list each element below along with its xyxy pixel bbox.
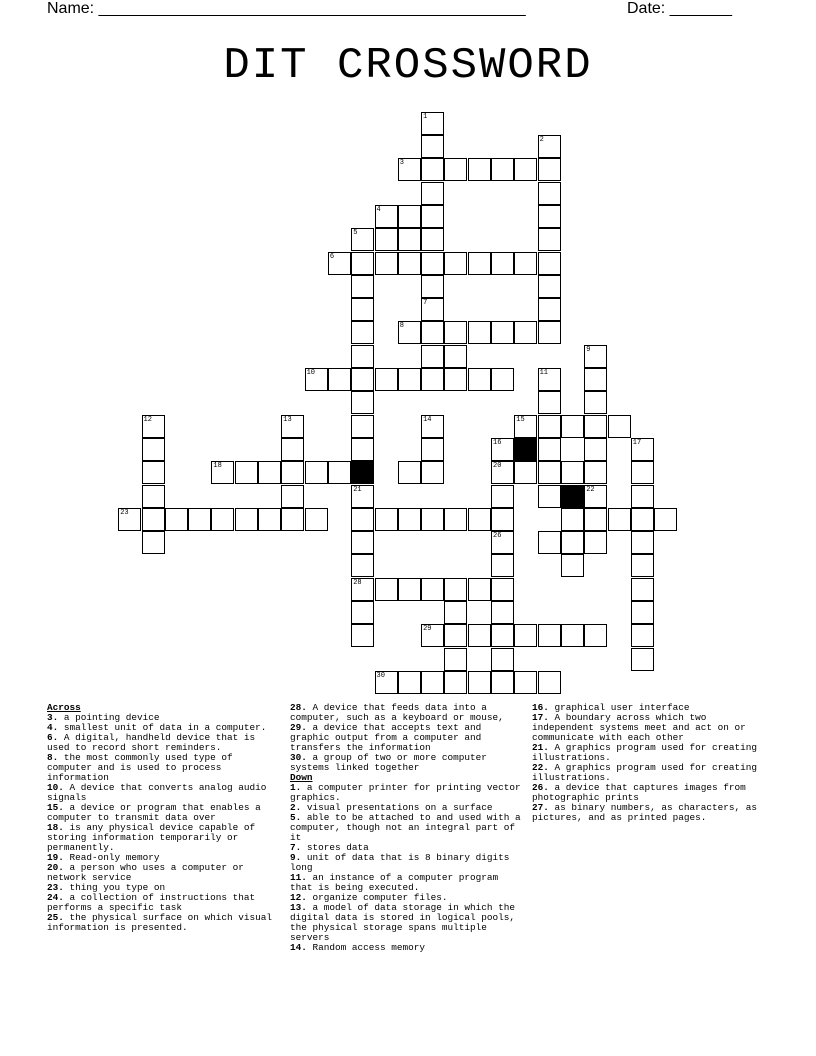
grid-cell[interactable] [281, 415, 304, 438]
grid-cell[interactable] [305, 508, 328, 531]
clue-item-text: smallest unit of data in a computer. [58, 722, 267, 733]
grid-cell[interactable] [654, 508, 677, 531]
grid-cell[interactable] [584, 368, 607, 391]
clue-item-number: 24. [47, 892, 64, 903]
clue-item [47, 913, 283, 933]
grid-cell[interactable] [491, 461, 514, 484]
clue-item-text: a model of data storage in which the digital data is stored in logical pools, the physical storage spans multiple servers [290, 902, 516, 943]
grid-cell[interactable] [351, 252, 374, 275]
clue-item-text: as binary numbers, as characters, as pictures, and as printed pages. [532, 802, 758, 823]
clue-item-text: a device that captures images from photographic prints [532, 782, 746, 803]
clue-item-text: A device that feeds data into a computer, such as a keyboard or mouse, [290, 702, 504, 723]
clue-item-text: an instance of a computer program that is being executed. [290, 872, 499, 893]
grid-cell[interactable] [491, 485, 514, 508]
grid-cell[interactable] [584, 461, 607, 484]
grid-cell[interactable] [258, 461, 281, 484]
clue-item-number: 20. [47, 862, 64, 873]
clue-number: 18 [213, 462, 222, 471]
grid-cell[interactable] [351, 624, 374, 647]
grid-cell[interactable] [421, 508, 444, 531]
grid-cell[interactable] [561, 461, 584, 484]
grid-cell[interactable] [305, 461, 328, 484]
grid-cell[interactable] [538, 624, 561, 647]
grid-cell[interactable] [468, 578, 491, 601]
clue-number: 26 [493, 532, 502, 541]
grid-cell[interactable] [351, 321, 374, 344]
clue-item-number: 5. [290, 812, 302, 823]
section-heading: Down [290, 772, 313, 783]
grid-block [561, 485, 584, 508]
clue-item [47, 753, 283, 783]
grid-cell[interactable] [421, 252, 444, 275]
grid-cell[interactable] [608, 508, 631, 531]
grid-cell[interactable] [538, 391, 561, 414]
grid-cell[interactable] [258, 508, 281, 531]
grid-cell[interactable] [491, 554, 514, 577]
grid-cell[interactable] [398, 205, 421, 228]
grid-cell[interactable] [398, 461, 421, 484]
grid-cell[interactable] [421, 112, 444, 135]
grid-cell[interactable] [398, 671, 421, 694]
grid-cell[interactable] [584, 485, 607, 508]
grid-cell[interactable] [514, 321, 537, 344]
clue-item [47, 823, 283, 853]
grid-cell[interactable] [281, 461, 304, 484]
clue-item-number: 3. [47, 712, 59, 723]
grid-cell[interactable] [584, 438, 607, 461]
grid-cell[interactable] [398, 578, 421, 601]
grid-cell[interactable] [444, 368, 467, 391]
clue-item-text: visual presentations on a surface [301, 802, 493, 813]
clue-item-number: 7. [290, 842, 302, 853]
grid-cell[interactable] [375, 368, 398, 391]
clue-number: 5 [353, 229, 358, 238]
grid-cell[interactable] [561, 554, 584, 577]
grid-cell[interactable] [235, 508, 258, 531]
grid-cell[interactable] [351, 554, 374, 577]
grid-cell[interactable] [491, 321, 514, 344]
grid-cell[interactable] [421, 158, 444, 181]
grid-cell[interactable] [538, 321, 561, 344]
clue-item [290, 943, 526, 953]
grid-cell[interactable] [561, 508, 584, 531]
clue-item-number: 28. [290, 702, 307, 713]
grid-cell[interactable] [631, 648, 654, 671]
grid-cell[interactable] [514, 252, 537, 275]
clue-item-text: a pointing device [58, 712, 160, 723]
clue-item-text: stores data [301, 842, 369, 853]
clue-item-number: 10. [47, 782, 64, 793]
grid-cell[interactable] [561, 531, 584, 554]
grid-cell[interactable] [281, 485, 304, 508]
grid-cell[interactable] [538, 298, 561, 321]
grid-cell[interactable] [142, 485, 165, 508]
grid-cell[interactable] [444, 345, 467, 368]
grid-cell[interactable] [608, 415, 631, 438]
grid-cell[interactable] [444, 671, 467, 694]
clue-column-2 [290, 703, 526, 953]
grid-cell[interactable] [538, 671, 561, 694]
grid-cell[interactable] [468, 671, 491, 694]
grid-cell[interactable] [375, 508, 398, 531]
grid-cell[interactable] [351, 228, 374, 251]
clue-item-number: 23. [47, 882, 64, 893]
grid-cell[interactable] [631, 601, 654, 624]
grid-cell[interactable] [491, 438, 514, 461]
grid-cell[interactable] [561, 624, 584, 647]
clue-number: 21 [353, 485, 362, 494]
grid-cell[interactable] [328, 252, 351, 275]
grid-cell[interactable] [631, 508, 654, 531]
clue-number: 28 [353, 578, 362, 587]
grid-cell[interactable] [584, 415, 607, 438]
grid-cell[interactable] [444, 508, 467, 531]
grid-cell[interactable] [538, 205, 561, 228]
clue-item-text: Read-only memory [63, 852, 160, 863]
grid-cell[interactable] [351, 508, 374, 531]
grid-cell[interactable] [235, 461, 258, 484]
clue-item [290, 903, 526, 943]
clue-item-number: 12. [290, 892, 307, 903]
grid-cell[interactable] [631, 438, 654, 461]
clue-item-text: the physical surface on which visual information is presented. [47, 912, 273, 933]
clue-number: 4 [376, 205, 381, 214]
clue-item [47, 733, 283, 753]
grid-cell[interactable] [468, 158, 491, 181]
clue-item-number: 15. [47, 802, 64, 813]
grid-cell[interactable] [351, 298, 374, 321]
clue-item-number: 13. [290, 902, 307, 913]
grid-cell[interactable] [421, 321, 444, 344]
grid-block [514, 438, 537, 461]
grid-cell[interactable] [421, 345, 444, 368]
grid-cell[interactable] [514, 461, 537, 484]
clue-item-text: able to be attached to and used with a computer, though not an integral part of it [290, 812, 521, 843]
clue-item-number: 9. [290, 852, 302, 863]
grid-cell[interactable] [351, 345, 374, 368]
clue-item-number: 4. [47, 722, 59, 733]
clue-item [290, 783, 526, 803]
clue-item-number: 29. [290, 722, 307, 733]
grid-cell[interactable] [375, 205, 398, 228]
grid-cell[interactable] [538, 158, 561, 181]
grid-cell[interactable] [421, 275, 444, 298]
grid-cell[interactable] [631, 531, 654, 554]
clue-item-number: 19. [47, 852, 64, 863]
grid-cell[interactable] [468, 624, 491, 647]
grid-cell[interactable] [421, 461, 444, 484]
clue-column-3 [532, 703, 768, 823]
clue-item-text: A boundary across which two independent systems meet and act on or communicate with each other [532, 712, 746, 743]
grid-cell[interactable] [351, 391, 374, 414]
clue-item [47, 893, 283, 913]
grid-cell[interactable] [631, 461, 654, 484]
clue-item [532, 803, 768, 823]
grid-cell[interactable] [375, 578, 398, 601]
clue-item-text: graphical user interface [548, 702, 690, 713]
clue-number: 8 [399, 322, 404, 331]
grid-cell[interactable] [561, 415, 584, 438]
grid-cell[interactable] [631, 485, 654, 508]
grid-cell[interactable] [211, 461, 234, 484]
clue-number: 7 [423, 299, 428, 308]
grid-cell[interactable] [421, 182, 444, 205]
section-heading: Across [47, 702, 81, 713]
grid-cell[interactable] [211, 508, 234, 531]
grid-cell[interactable] [468, 368, 491, 391]
clue-item-text: A digital, handheld device that is used to record short reminders. [47, 732, 256, 753]
grid-cell[interactable] [538, 368, 561, 391]
grid-cell[interactable] [584, 624, 607, 647]
grid-cell[interactable] [491, 624, 514, 647]
page-title: DIT CROSSWORD [223, 41, 593, 91]
grid-cell[interactable] [351, 438, 374, 461]
grid-cell[interactable] [468, 508, 491, 531]
clue-item-number: 21. [532, 742, 549, 753]
clue-item-text: thing you type on [63, 882, 166, 893]
clue-number: 11 [539, 369, 548, 377]
grid-cell[interactable] [421, 415, 444, 438]
grid-cell[interactable] [444, 601, 467, 624]
grid-block [351, 461, 374, 484]
grid-cell[interactable] [351, 485, 374, 508]
grid-cell[interactable] [142, 531, 165, 554]
clue-item-text: a collection of instructions that performs a specific task [47, 892, 256, 913]
grid-cell[interactable] [398, 228, 421, 251]
clue-number: 22 [586, 485, 595, 494]
grid-cell[interactable] [421, 298, 444, 321]
grid-cell[interactable] [351, 601, 374, 624]
grid-cell[interactable] [281, 438, 304, 461]
grid-cell[interactable] [538, 461, 561, 484]
clue-item-text: A graphics program used for creating illustrations. [532, 762, 758, 783]
clue-item-number: 1. [290, 782, 302, 793]
grid-cell[interactable] [444, 252, 467, 275]
clue-item [532, 783, 768, 803]
grid-cell[interactable] [584, 345, 607, 368]
grid-cell[interactable] [398, 508, 421, 531]
clue-number: 15 [516, 415, 525, 424]
clue-number: 3 [399, 159, 404, 168]
grid-cell[interactable] [514, 415, 537, 438]
clue-number: 6 [329, 252, 335, 261]
grid-cell[interactable] [398, 368, 421, 391]
grid-cell[interactable] [538, 182, 561, 205]
clue-item-text: unit of data that is 8 binary digits long [290, 852, 510, 873]
clue-number: 10 [306, 369, 315, 377]
clue-number: 12 [143, 415, 152, 424]
clue-item-text: the most commonly used type of computer and is used to process information [47, 752, 233, 783]
grid-cell[interactable] [351, 578, 374, 601]
grid-cell[interactable] [328, 368, 351, 391]
clue-number: 2 [539, 136, 544, 144]
clue-item-text: a computer printer for printing vector graphics. [290, 782, 521, 803]
clue-number: 13 [283, 415, 292, 424]
grid-cell[interactable] [444, 624, 467, 647]
grid-cell[interactable] [375, 671, 398, 694]
clue-item-number: 18. [47, 822, 64, 833]
clue-item-text: is any physical device capable of storing information temporarily or permanently. [47, 822, 256, 853]
grid-cell[interactable] [421, 205, 444, 228]
grid-cell[interactable] [351, 275, 374, 298]
grid-cell[interactable] [351, 415, 374, 438]
grid-cell[interactable] [351, 531, 374, 554]
grid-cell[interactable] [421, 368, 444, 391]
clue-item-number: 6. [47, 732, 59, 743]
grid-cell[interactable] [188, 508, 211, 531]
clue-item-text: organize computer files. [306, 892, 448, 903]
clue-item-text: A device that converts analog audio signals [47, 782, 267, 803]
clue-item [532, 763, 768, 783]
clue-number: 14 [423, 415, 432, 424]
clue-item [290, 703, 526, 723]
grid-cell[interactable] [631, 624, 654, 647]
clue-item-text: a group of two or more computer systems linked together [290, 752, 487, 773]
grid-cell[interactable] [305, 368, 328, 391]
clue-item [532, 713, 768, 743]
clue-item [47, 863, 283, 883]
grid-cell[interactable] [631, 578, 654, 601]
clue-item-number: 22. [532, 762, 549, 773]
grid-cell[interactable] [538, 485, 561, 508]
grid-cell[interactable] [142, 438, 165, 461]
grid-cell[interactable] [142, 415, 165, 438]
clue-item-number: 8. [47, 752, 59, 763]
clue-number: 9 [586, 345, 591, 354]
clue-item-number: 25. [47, 912, 64, 923]
grid-cell[interactable] [491, 531, 514, 554]
grid-cell[interactable] [421, 135, 444, 158]
clue-item-text: a device that accepts text and graphic output from a computer and transfers the information [290, 722, 482, 753]
grid-cell[interactable] [468, 321, 491, 344]
grid-cell[interactable] [398, 158, 421, 181]
grid-cell[interactable] [538, 228, 561, 251]
grid-cell[interactable] [538, 438, 561, 461]
grid-cell[interactable] [444, 321, 467, 344]
grid-cell[interactable] [421, 228, 444, 251]
grid-cell[interactable] [491, 648, 514, 671]
clue-number: 30 [376, 671, 385, 680]
clue-item-number: 27. [532, 802, 549, 813]
grid-cell[interactable] [421, 438, 444, 461]
grid-cell[interactable] [584, 508, 607, 531]
grid-cell[interactable] [421, 671, 444, 694]
grid-cell[interactable] [421, 624, 444, 647]
grid-cell[interactable] [375, 252, 398, 275]
grid-cell[interactable] [514, 671, 537, 694]
grid-cell[interactable] [398, 321, 421, 344]
grid-cell[interactable] [538, 275, 561, 298]
grid-cell[interactable] [444, 158, 467, 181]
grid-cell[interactable] [468, 252, 491, 275]
grid-cell[interactable] [538, 415, 561, 438]
clue-item-number: 11. [290, 872, 307, 883]
grid-cell[interactable] [375, 228, 398, 251]
grid-cell[interactable] [584, 531, 607, 554]
clue-item [290, 723, 526, 753]
grid-cell[interactable] [631, 554, 654, 577]
clue-item [290, 813, 526, 843]
grid-cell[interactable] [142, 461, 165, 484]
clue-item-number: 16. [532, 702, 549, 713]
clue-item-text: Random access memory [306, 942, 426, 953]
clue-item-number: 14. [290, 942, 307, 953]
date-field-label: Date: _______ [627, 0, 732, 17]
grid-cell[interactable] [584, 391, 607, 414]
grid-cell[interactable] [491, 578, 514, 601]
grid-cell[interactable] [165, 508, 188, 531]
clue-item [47, 783, 283, 803]
grid-cell[interactable] [444, 578, 467, 601]
grid-cell[interactable] [514, 624, 537, 647]
grid-cell[interactable] [538, 135, 561, 158]
grid-cell[interactable] [538, 252, 561, 275]
grid-cell[interactable] [538, 531, 561, 554]
grid-cell[interactable] [514, 158, 537, 181]
grid-cell[interactable] [142, 508, 165, 531]
clue-number: 29 [423, 625, 432, 634]
clue-item-number: 30. [290, 752, 307, 763]
name-field-label: Name: ________________________________________________ [47, 0, 526, 17]
clue-number: 1 [423, 112, 428, 121]
grid-cell[interactable] [491, 508, 514, 531]
clue-item-number: 17. [532, 712, 549, 723]
grid-cell[interactable] [118, 508, 141, 531]
clue-item-number: 2. [290, 802, 302, 813]
grid-cell[interactable] [491, 601, 514, 624]
grid-cell[interactable] [281, 508, 304, 531]
clue-item [290, 753, 526, 773]
grid-cell[interactable] [491, 252, 514, 275]
clue-item [532, 743, 768, 763]
clue-column-1 [47, 703, 283, 933]
grid-cell[interactable] [351, 368, 374, 391]
clue-number: 20 [493, 462, 502, 471]
clue-item [47, 803, 283, 823]
clue-number: 17 [632, 438, 642, 447]
clue-item [290, 853, 526, 873]
clue-item-text: a person who uses a computer or network service [47, 862, 244, 883]
clue-item-number: 26. [532, 782, 549, 793]
clue-item [290, 873, 526, 893]
grid-cell[interactable] [328, 461, 351, 484]
clue-number: 23 [120, 508, 129, 517]
grid-cell[interactable] [421, 578, 444, 601]
grid-cell[interactable] [398, 252, 421, 275]
clue-number: 16 [493, 438, 502, 447]
grid-cell[interactable] [444, 648, 467, 671]
grid-cell[interactable] [491, 158, 514, 181]
clue-item-text: A graphics program used for creating illustrations. [532, 742, 758, 763]
grid-cell[interactable] [491, 368, 514, 391]
grid-cell[interactable] [491, 671, 514, 694]
clue-item-text: a device or program that enables a computer to transmit data over [47, 802, 261, 823]
